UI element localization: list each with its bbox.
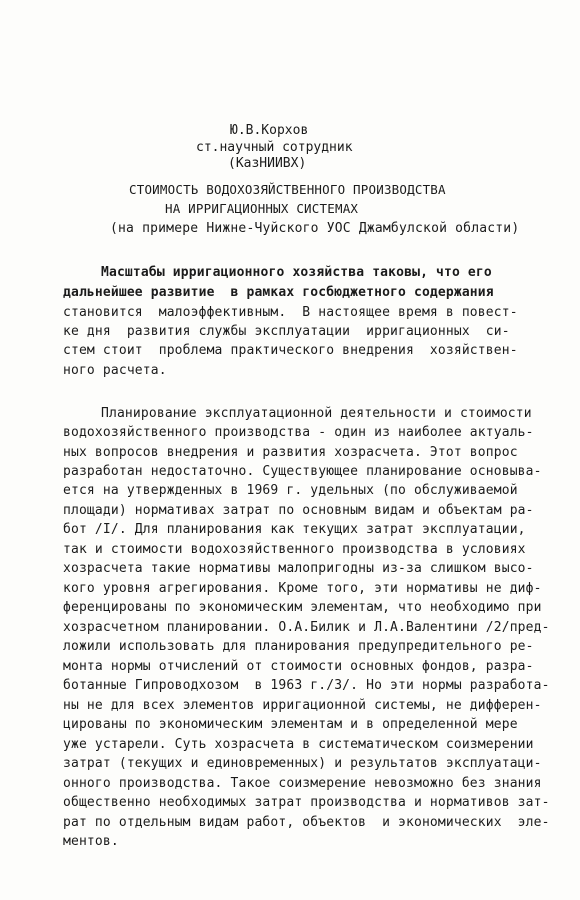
paragraph-line: хозрасчета такие нормативы малопригодны из-за слишком высо-	[63, 561, 534, 576]
paragraph-line: ны не для всех элементов ирригационной системы, не дифферен-	[63, 698, 542, 713]
paragraph-line: ного расчета.	[63, 363, 167, 378]
paragraph-line: стем стоит проблема практического внедрения хозяйствен-	[63, 343, 518, 358]
paragraph-line: Планирование эксплуатационной деятельности и стоимости	[101, 406, 532, 421]
title-line-2: НА ИРРИГАЦИОННЫХ СИСТЕМАХ	[165, 201, 359, 216]
paragraph-line: цированы по экономическим элементам и в определенной мере	[63, 717, 518, 732]
paragraph-line: хозрасчетном планировании. О.А.Билик и Л.А.Валентини /2/пред-	[63, 620, 550, 635]
author-name: Ю.В.Корхов	[230, 123, 309, 138]
paragraph-line: затрат (текущих и единовременных) и результатов эксплуатаци-	[63, 756, 542, 771]
paragraph-line: так и стоимости водохозяйственного производства в условиях	[63, 542, 526, 557]
paragraph-line: рат по отдельным видам работ, объектов и экономических эле-	[63, 815, 550, 830]
author-organization: (КазНИИВХ)	[228, 156, 307, 171]
paragraph-line: ется на утвержденных в 1969 г. удельных (по обслуживаемой	[63, 483, 518, 498]
paragraph-line: онного производства. Такое соизмерение невозможно без знания	[63, 776, 542, 791]
paragraph-line: бот /I/. Для планирования как текущих затрат эксплуатации,	[63, 522, 526, 537]
paragraph-line: разработан недостаточно. Существующее планирование основыва-	[63, 464, 542, 479]
paragraph-line: площади) нормативах затрат по основным видам и объектам ра-	[63, 503, 534, 518]
paragraph-line: ботанные Гипроводхозом в 1963 г./3/. Но эти нормы разработа-	[63, 678, 550, 693]
title-line-1: СТОИМОСТЬ ВОДОХОЗЯЙСТВЕННОГО ПРОИЗВОДСТВА	[129, 182, 446, 197]
paragraph-line: ложили использовать для планирования предупредительного ре-	[63, 639, 534, 654]
paragraph-line: монта нормы отчислений от стоимости основных фондов, разра-	[63, 659, 534, 674]
paragraph-line: Масштабы ирригационного хозяйства таковы, что его	[101, 265, 492, 280]
paragraph-line: общественно необходимых затрат производства и нормативов зат-	[63, 795, 550, 810]
paragraph-line: ных вопросов внедрения и развития хозрасчета. Этот вопрос	[63, 445, 518, 460]
author-position: ст.научный сотрудник	[196, 140, 353, 155]
paragraph-line: ке дня развития службы эксплуатации ирригационных си-	[63, 324, 510, 339]
paragraph-line: водохозяйственного производства - один из наиболее актуаль-	[63, 425, 534, 440]
paragraph-line: уже устарели. Суть хозрасчета в систематическом соизмерении	[63, 737, 534, 752]
paragraph-line: становится малоэффективным. В настоящее время в повест-	[63, 305, 518, 320]
paragraph-line: дальнейшее развитие в рамках госбюджетного содержания	[63, 285, 494, 300]
paragraph-line: ментов.	[63, 834, 119, 849]
paragraph-line: ференцированы по экономическим элементам, что необходимо при	[63, 600, 542, 615]
title-subtitle: (на примере Нижне-Чуйского УОС Джамбулской области)	[110, 221, 520, 236]
paragraph-line: кого уровня агрегирования. Кроме того, эти нормативы не диф-	[63, 581, 542, 596]
